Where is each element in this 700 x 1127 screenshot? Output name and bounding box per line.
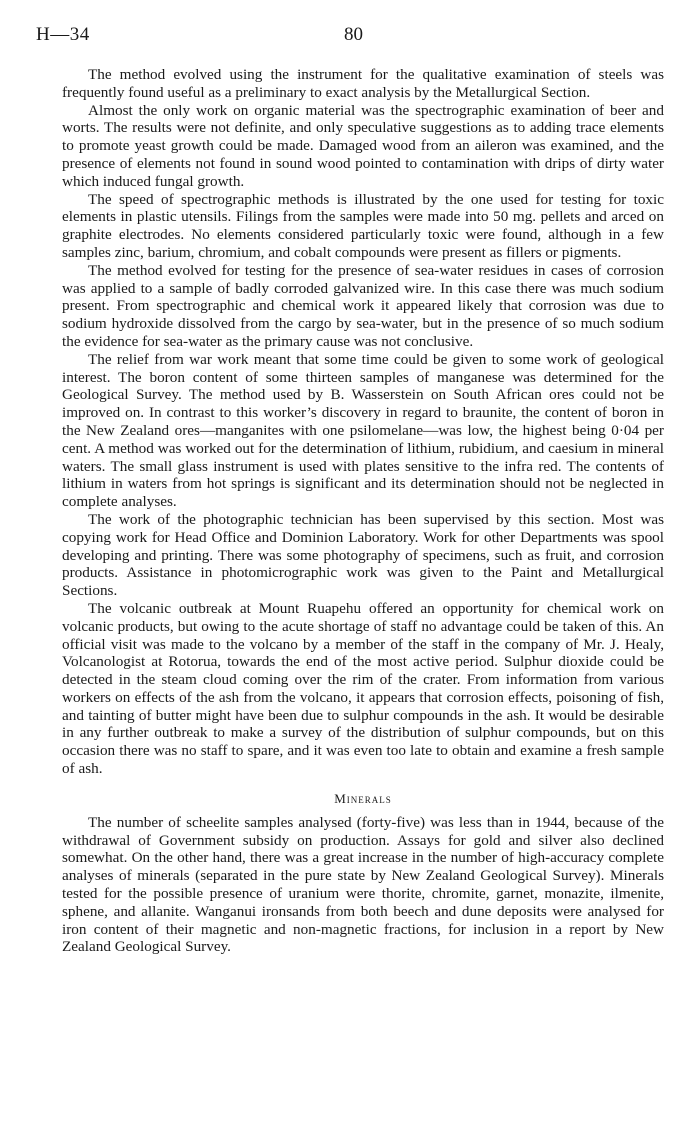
- page-header: [36, 24, 664, 48]
- page-number: 80: [344, 24, 363, 45]
- paragraph-steel-analysis: The method evolved using the instrument for the qualitative examination of steels was frequently found useful as a preliminary to exact analysis by the Metallurgical Section.: [62, 66, 664, 101]
- paragraph-plastic-utensils: The speed of spectrographic methods is illustrated by the one used for testing for toxic elements in plastic utensils. Filings from the samples were made into 50 mg. pellets and arced on graphite electrodes. No elements considered particularly toxic were found, although in a few samples zinc, barium, chromium, and cobalt compounds were present as fillers or pigments.: [62, 190, 664, 261]
- paragraph-geological-interest: The relief from war work meant that some time could be given to some work of geological interest. The boron content of some thirteen samples of manganese was determined for the Geological Survey. The method used by B. Wasserstein on South African ores could not be improved on. In contrast to this worker’s discovery in regard to braunite, the content of boron in the New Zealand ores—manganites with one psilomelane—was low, the highest being 0·04 per cent. A method was worked out for the determination of lithium, rubidium, and caesium in mineral waters. The small glass instrument is used with plates sensitive to the infra red. The contents of lithium in waters from hot springs is significant and its determination should not be neglected in complete analyses.: [62, 350, 664, 511]
- paragraph-sea-water-corrosion: The method evolved for testing for the presence of sea-water residues in cases of corrosion was applied to a sample of badly corroded galvanized wire. In this case there was much sodium present. From spectrographic and chemical work it appeared likely that corrosion was due to sodium hydroxide dissolved from the cargo by sea-water, but in the presence of so much sodium the evidence for sea-water as the primary cause was not conclusive.: [62, 261, 664, 350]
- paragraph-photographic-work: The work of the photographic technician has been supervised by this section. Most was copying work for Head Office and Dominion Laboratory. Work for other Departments was spool developing and printing. There was some photography of specimens, such as fruit, and corrosion products. Assistance in photomicrographic work was given to the Paint and Metallurgical Sections.: [62, 510, 664, 600]
- paragraph-organic-material: Almost the only work on organic material was the spectrographic examination of beer and worts. The results were not definite, and only speculative suggestions as to adding trace elements to promote yeast growth could be made. Damaged wood from an aileron was examined, and the presence of elements not found in sound wood pointed to contamination with drips of dirty water which induced fungal growth.: [62, 101, 664, 190]
- section-heading-minerals: Minerals: [334, 790, 392, 806]
- document-reference: H—34: [36, 24, 90, 45]
- page-body: [62, 66, 664, 956]
- paragraph-minerals: The number of scheelite samples analysed (forty-five) was less than in 1944, because of the withdrawal of Government subsidy on production. Assays for gold and silver also declined somewhat. On the other hand, there was a great increase in the number of high-accuracy complete analyses of minerals (separated in the pure state by New Zealand Geological Survey). Minerals tested for the possible presence of uranium were thorite, chromite, garnet, monazite, ilmenite, sphene, and allanite. Wanganui ironsands from both beech and dune deposits were analysed for iron content of their magnetic and non-magnetic fractions, for inclusion in a report by New Zealand Geological Survey.: [62, 813, 664, 956]
- paragraph-ruapehu-outbreak: The volcanic outbreak at Mount Ruapehu offered an opportunity for chemical work on volcanic products, but owing to the acute shortage of staff no advantage could be taken of this. An official visit was made to the volcano by a member of the staff in the company of Mr. J. Healy, Volcanologist at Rotorua, towards the end of the most active period. Sulphur dioxide could be detected in the steam cloud coming over the rim of the crater. From information from various workers on effects of the ash from the volcano, it appears that corrosion effects, poisoning of fish, and tainting of butter might have been due to sulphur compounds in the ash. It would be desirable in any further outbreak to make a survey of the distribution of sulphur compounds, but on this occasion there was no staff to spare, and it was even too late to obtain and examine a fresh sample of ash.: [62, 599, 664, 778]
